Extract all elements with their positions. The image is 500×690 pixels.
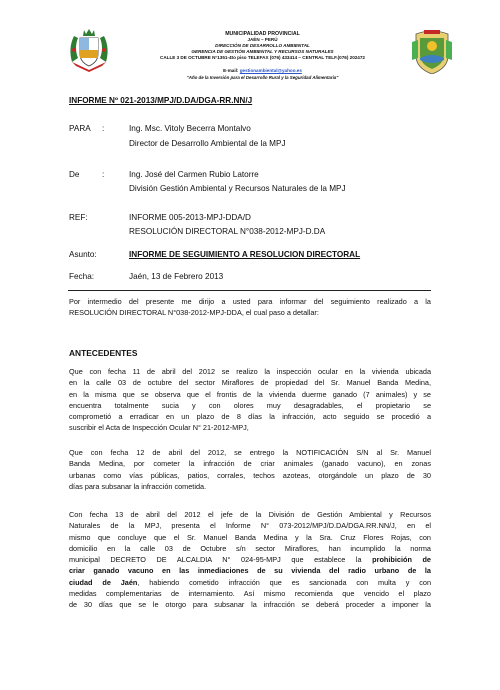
- paragraph-1: [69, 366, 431, 434]
- header-city: JAÉN – PERÚ: [247, 37, 278, 42]
- paragraph-line: mismo que concluye que el Sr. Manuel Banda Medina y la Sra. Cruz Flores Rojas, con: [69, 532, 431, 542]
- asunto-value: INFORME DE SEGUIMIENTO A RESOLUCION DIRECTORAL: [129, 250, 361, 259]
- paragraph-line: de 30 días que se le otorgo para subsanar la infracción se deberá proceder a imponer la: [69, 600, 431, 610]
- asunto-label: Asunto:: [69, 250, 97, 259]
- paragraph-line: Banda Medina, por cometer la infracción de criar animales (ganado vacuno), en zonas: [69, 459, 431, 469]
- fecha-label: Fecha:: [69, 272, 95, 281]
- paragraph-line: suscribir el Acta de Inspección Ocular N° 21-2012-MPJ,: [69, 423, 249, 433]
- paragraph-line: encuentra totalmente sucia y con olores muy desagradables, el propietario se: [69, 400, 431, 410]
- para-label: PARA: [69, 124, 91, 133]
- paragraph-line: días para subsanar la infracción cometida.: [69, 481, 207, 491]
- paragraph-line: domicilio en la calle 03 de Octubre s/n sector Miraflores, han incumplido la norma: [69, 543, 431, 553]
- paragraph-line: [69, 577, 431, 588]
- paragraph-line: criar ganado vacuno en las inmediaciones de su vivienda del radio urbano de la: [69, 566, 431, 576]
- paragraph-line: [69, 554, 431, 565]
- header-email-line: [120, 68, 405, 74]
- email-link[interactable]: gestionambiental@yahoo.es: [239, 68, 302, 73]
- para-recipient-name: Ing. Msc. Vitoly Becerra Montalvo: [129, 124, 251, 133]
- header-direction: DIRECCIÓN DE DESARROLLO AMBIENTAL: [215, 43, 310, 48]
- city-text: ciudad de Jaén: [69, 577, 138, 587]
- header-management: GERENCIA DE GESTIÓN AMBIENTAL Y RECURSOS NATURALES: [191, 49, 334, 54]
- de-colon: :: [102, 170, 105, 179]
- de-sender-name: Ing. José del Carmen Rubio Latorre: [129, 170, 259, 179]
- de-label: De: [69, 170, 80, 179]
- email-label: E-mail:: [223, 68, 239, 73]
- de-sender-title: División Gestión Ambiental y Recursos Naturales de la MPJ: [129, 184, 346, 193]
- paragraph-line: Que con fecha 11 de abril del 2012 se realizo la inspección ocular en la vivienda ubicada: [69, 367, 431, 376]
- intro-line: Por intermedio del presente me dirijo a usted para informar del seguimiento realizado a la: [69, 297, 431, 306]
- header-address: CALLE 3 DE OCTUBRE N°1351-4to piso TELEFAX (076) 433414 – CENTRAL TELF.(076) 202472: [160, 55, 365, 60]
- ref-line-2: RESOLUCIÓN DIRECTORAL N°038-2012-MPJ-D.DA: [129, 227, 326, 236]
- divider-line: [68, 290, 431, 291]
- paragraph-line: en la calle 03 de octubre del sector Miraflores de propiedad del Sr. Manuel Banda Medina,: [69, 378, 431, 388]
- paragraph-line: Que con fecha 12 de abril del 2012, se entrego la NOTIFICACIÓN S/N al Sr. Manuel: [69, 448, 431, 457]
- municipal-seal-icon: [412, 28, 452, 74]
- sanction-text: , habiendo cometido infracción que es sancionada con multa y con: [137, 577, 431, 587]
- intro-paragraph: [69, 296, 431, 319]
- paragraph-2: [69, 447, 431, 492]
- paragraph-line: en la misma que se observa que el frontis de la vivienda duerme ganado (7 animales) y se: [69, 389, 431, 399]
- para-recipient-title: Director de Desarrollo Ambiental de la MPJ: [129, 139, 286, 148]
- intro-line: RESOLUCIÓN DIRECTORAL N°038-2012-MPJ-DDA, el cual paso a detallar:: [69, 308, 319, 318]
- paragraph-line: urbanas como vías públicas, patios, corrales, techos azoteas, otorgándole un plazo de 30: [69, 470, 431, 480]
- paragraph-line: Naturales de la MPJ, presenta el Informe N° 073-2012/MPJ/D.DA/DGA.RR.NN/J, en el: [69, 521, 431, 531]
- ref-line-1: INFORME 005-2013-MPJ-DDA/D: [129, 213, 251, 222]
- paragraph-line: comprometió a erradicar en un plazo de 8 días la infracción, acto seguido se procedió a: [69, 412, 431, 422]
- para-colon: :: [102, 124, 105, 133]
- fecha-value: Jaén, 13 de Febrero 2013: [129, 272, 224, 281]
- paragraph-line: medidas complementarias de internamiento. Así mismo recomienda que vencido el plazo: [69, 589, 431, 599]
- section-title-antecedentes: ANTECEDENTES: [69, 348, 138, 358]
- decree-text: municipal DECRETO DE ALCALDIA N° 024-95-MPJ que establece la: [69, 555, 362, 565]
- prohibition-text: prohibición de: [372, 555, 431, 565]
- informe-number: INFORME Nº 021-2013/MPJ/D.DA/DGA-RR.NN/J: [69, 96, 253, 105]
- header-municipality: MUNICIPALIDAD PROVINCIAL: [225, 31, 300, 37]
- paragraph-line: Con fecha 13 de abril del 2012 el jefe de la División de Gestión Ambiental y Recursos: [69, 510, 431, 519]
- header-slogan: "Año de la Inversión para el Desarrollo Rural y la Seguridad Alimentaria": [186, 75, 339, 80]
- peru-coat-of-arms-icon: [66, 28, 112, 72]
- ref-label: REF:: [69, 213, 88, 222]
- paragraph-3: [69, 509, 431, 611]
